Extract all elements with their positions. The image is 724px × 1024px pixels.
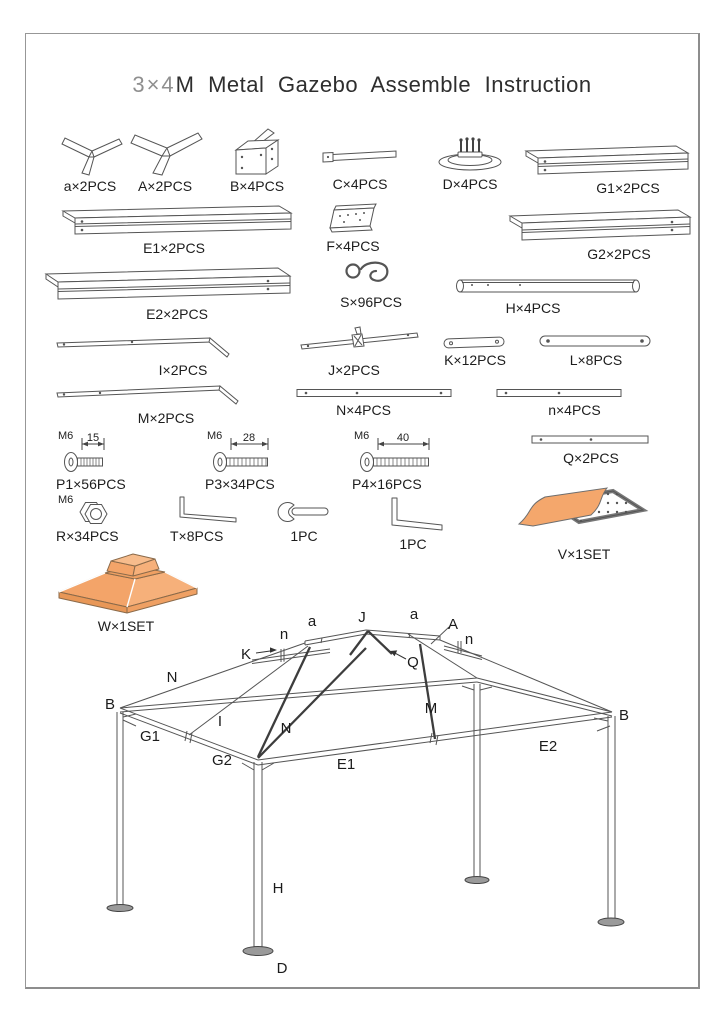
part-A [126,128,204,193]
part-H [450,272,646,315]
gazebo-wireframe [104,627,624,956]
page-title [0,72,724,98]
part-N-label: N×4PCS [336,402,391,418]
diagram-label-G1: G1 [139,728,161,745]
part-n [492,386,627,417]
part-M-label: M×2PCS [137,410,195,426]
part-E1-icon [55,202,293,238]
gazebo-assembly-diagram [0,592,724,992]
hex-key-icon [380,494,446,534]
part-C-icon [318,140,402,174]
part-G2 [502,206,692,261]
diagram-label-n-right: n [464,631,474,648]
part-J [296,326,426,377]
part-E1-label: E1×2PCS [143,240,205,256]
part-P1-label: P1×56PCS [56,476,126,492]
diagram-label-G2: G2 [211,752,233,769]
p4-length-label: 40 [396,432,410,444]
part-V-label: V×1SET [557,546,611,562]
part-S [340,258,402,309]
diagram-label-D: D [276,960,288,977]
part-wrench [274,496,334,543]
p3-length-label: 28 [242,432,256,444]
part-wrench-label: 1PC [290,528,318,544]
diagram-label-Q: Q [407,654,419,671]
title-size-prefix: 3×4 [132,72,176,97]
part-L-label: L×8PCS [569,352,623,368]
part-a-label: a×2PCS [63,178,117,194]
part-E1 [55,202,293,255]
part-T [170,494,244,543]
part-E2 [40,264,292,321]
part-C-label: C×4PCS [332,176,388,192]
diagram-label-a-left: a [307,613,317,630]
part-I-label: I×2PCS [158,362,208,378]
part-K-icon [441,334,509,350]
part-P3-icon [205,428,323,474]
part-N-icon [293,386,457,400]
part-P4-icon [352,428,478,474]
part-H-label: H×4PCS [505,300,561,316]
part-D-icon [430,134,510,174]
part-T-label: T×8PCS [170,528,224,544]
diagram-label-B-left: B [104,696,116,713]
diagram-label-E1: E1 [336,756,356,773]
part-P3 [205,428,323,491]
diagram-label-a-right: a [409,606,419,623]
part-W-label: W×1SET [97,618,155,634]
leader-arrows [256,647,406,659]
part-M-icon [52,382,252,408]
diagram-label-K: K [240,646,252,663]
part-a [53,132,127,193]
part-hexkey [380,494,446,551]
title-main: M Metal Gazebo Assemble Instruction [175,72,592,97]
part-G1-icon [518,142,690,178]
part-T-icon [170,494,244,526]
diagram-label-J: J [358,609,366,626]
part-G2-icon [502,206,692,244]
part-G1-label: G1×2PCS [596,180,660,196]
part-H-icon [450,272,646,298]
part-S-label: S×96PCS [340,294,402,310]
part-a-icon [53,132,127,176]
part-A-icon [126,128,204,176]
part-R-icon [56,492,130,526]
part-Q-label: Q×2PCS [563,450,619,466]
part-I-icon [52,334,242,360]
part-D-label: D×4PCS [442,176,498,192]
part-P4-label: P4×16PCS [352,476,422,492]
part-J-icon [296,326,426,360]
diagram-label-E2: E2 [538,738,558,755]
part-E2-label: E2×2PCS [146,306,208,322]
part-E2-icon [40,264,292,304]
r-thread-label: M6 [58,494,74,506]
part-n-icon [493,386,627,400]
part-J-label: J×2PCS [328,362,380,378]
diagram-labels [105,606,629,977]
part-P1-icon [56,428,164,474]
part-hexkey-label: 1PC [399,536,427,552]
part-D [430,134,510,191]
p1-length-label: 15 [86,432,100,444]
part-P4 [352,428,478,491]
part-L-icon [537,332,655,350]
part-B [224,126,290,193]
p1-thread-label: M6 [58,430,74,442]
part-V [514,482,654,561]
part-L [536,332,656,367]
diagram-label-A: A [447,616,459,633]
diagram-label-n-left: n [279,626,289,643]
part-I [52,334,242,377]
diagram-label-H: H [272,880,284,897]
p3-thread-label: M6 [207,430,223,442]
diagram-label-N-upper: N [166,669,178,686]
part-Q-icon [528,432,654,448]
part-F-icon [326,202,380,236]
part-S-icon [341,258,401,292]
part-P1 [56,428,164,491]
part-N [292,386,457,417]
part-B-icon [224,126,290,176]
diagram-label-N-mid: N [280,720,292,737]
part-V-icon [515,482,653,544]
part-M [52,382,252,425]
part-F-label: F×4PCS [326,238,380,254]
part-K [440,334,510,367]
diagram-label-B-right: B [618,707,630,724]
part-G1 [518,142,690,195]
part-n-label: n×4PCS [548,402,601,418]
p4-thread-label: M6 [354,430,370,442]
part-Q [528,432,654,465]
part-P3-label: P3×34PCS [205,476,275,492]
diagram-label-M: M [424,700,438,717]
part-B-label: B×4PCS [229,178,285,194]
part-F [326,202,380,253]
part-R [56,492,130,543]
part-G2-label: G2×2PCS [587,246,651,262]
part-K-label: K×12PCS [444,352,506,368]
diagram-label-I: I [217,713,223,730]
part-C [318,140,402,191]
wrench-icon [274,496,334,526]
part-A-label: A×2PCS [137,178,193,194]
part-R-label: R×34PCS [56,528,119,544]
